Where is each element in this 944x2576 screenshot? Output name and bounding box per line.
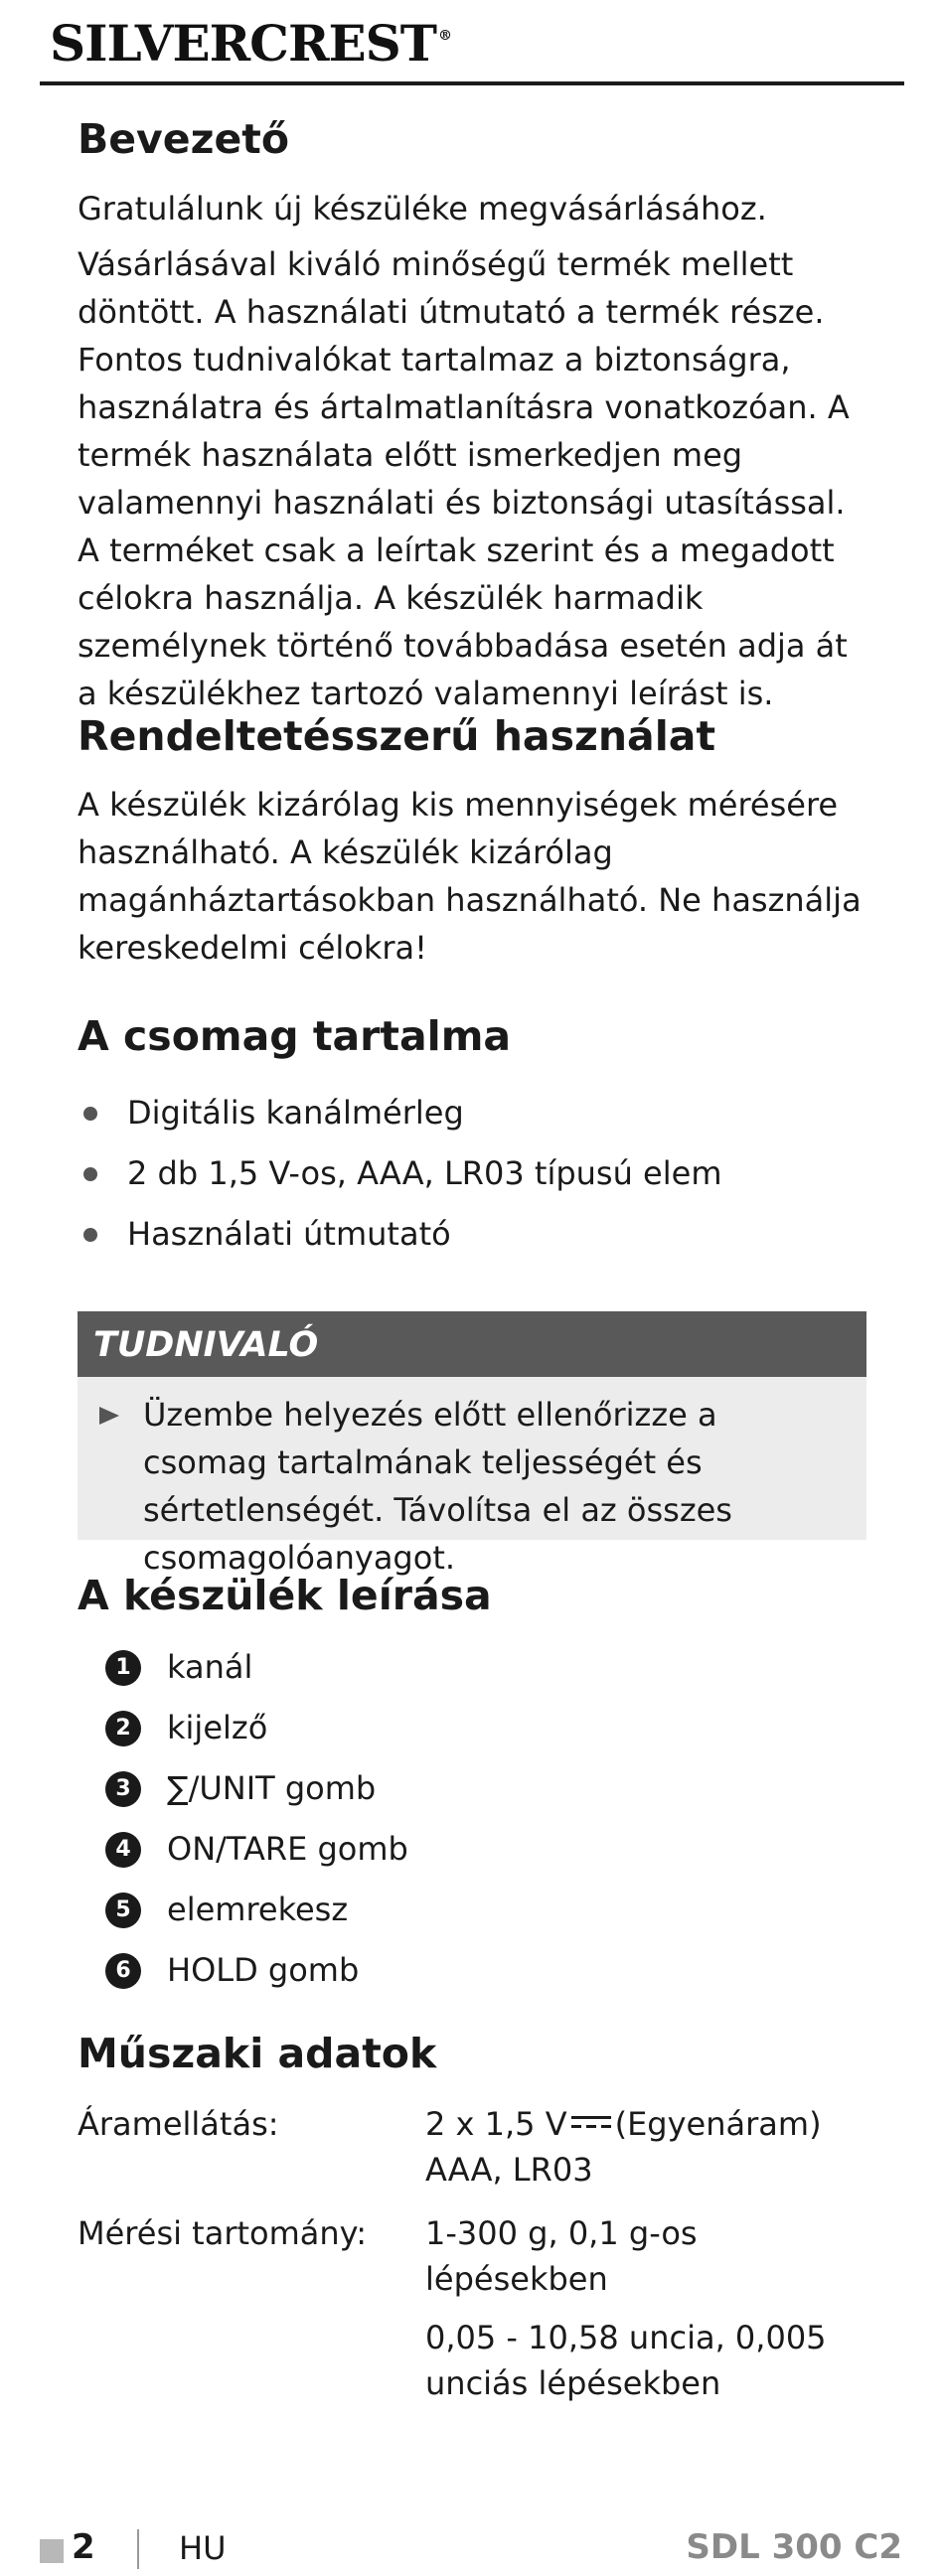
spec-value: 1-300 g, 0,1 g-os lépésekben bbox=[425, 2214, 698, 2298]
number-badge: 5 bbox=[105, 1893, 141, 1928]
number-badge: 6 bbox=[105, 1953, 141, 1989]
bullet-icon bbox=[83, 1228, 97, 1242]
list-item: 5 elemrekesz bbox=[105, 1880, 408, 1940]
note-title: TUDNIVALÓ bbox=[78, 1311, 866, 1377]
number-badge: 2 bbox=[105, 1711, 141, 1746]
arrow-right-icon bbox=[99, 1407, 119, 1425]
spec-value: 0,05 - 10,58 uncia, 0,005 unciás lépésekben bbox=[425, 2319, 827, 2402]
footer-square bbox=[40, 2539, 64, 2563]
list-item: 2 db 1,5 V-os, AAA, LR03 típusú elem bbox=[78, 1143, 872, 1204]
direct-current-icon bbox=[571, 2114, 611, 2130]
list-item: 2 kijelző bbox=[105, 1698, 408, 1758]
registered-mark: ® bbox=[437, 28, 451, 44]
language-code: HU bbox=[179, 2529, 227, 2567]
list-item: 1 kanál bbox=[105, 1637, 408, 1698]
model-number: SDL 300 C2 bbox=[686, 2527, 902, 2567]
description-heading: A készülék leírása bbox=[78, 1572, 492, 1619]
package-list bbox=[78, 1083, 872, 1265]
brand-logo: SILVERCREST ® bbox=[50, 14, 451, 73]
list-item: 4 ON/TARE gomb bbox=[105, 1819, 408, 1880]
spec-label: Mérési tartomány: bbox=[78, 2214, 368, 2252]
parts-list bbox=[105, 1637, 408, 2001]
bullet-icon bbox=[83, 1167, 97, 1181]
number-badge: 4 bbox=[105, 1832, 141, 1868]
list-item: Használati útmutató bbox=[78, 1204, 872, 1265]
spec-value: 2 x 1,5 V (Egyenáram) AAA, LR03 bbox=[425, 2105, 822, 2189]
list-item: 3 ∑/UNIT gomb bbox=[105, 1758, 408, 1819]
spec-label: Áramellátás: bbox=[78, 2105, 279, 2143]
list-item: 6 HOLD gomb bbox=[105, 1940, 408, 2001]
note-text: Üzembe helyezés előtt ellenőrizze a csomag tartalmának teljességét és sértetlenségét. Távolítsa el az összes csomagolóanyagot. bbox=[143, 1396, 732, 1577]
intro-heading: Bevezető bbox=[78, 115, 290, 163]
list-item: Digitális kanálmérleg bbox=[78, 1083, 872, 1143]
intended-use-body: A készülék kizárólag kis mennyiségek mérésére használható. A készülék kizárólag magánháztartásokban használható. Ne használja kereskedelmi célokra! bbox=[78, 786, 862, 967]
technical-heading: Műszaki adatok bbox=[78, 2030, 437, 2077]
note-body bbox=[78, 1377, 866, 1582]
note-box bbox=[78, 1311, 866, 1577]
page-number: 2 bbox=[72, 2527, 95, 2567]
number-badge: 1 bbox=[105, 1650, 141, 1686]
header-rule bbox=[40, 81, 904, 85]
intro-body: Vásárlásával kiváló minőségű termék mellett döntött. A használati útmutató a termék része. Fontos tudnivalókat tartalmaz a biztonságra, használatra és ártalmatlanításra vonatkozóan. A termék használata előtt ismerkedjen meg valamennyi használati és biztonsági utasítással. A terméket csak a leírtak szerint és a megadott célokra használja. A készülék harmadik személynek történő továbbadása esetén adja át a készülékhez tartozó valamennyi leírást is. bbox=[78, 245, 850, 712]
package-heading: A csomag tartalma bbox=[78, 1012, 512, 1060]
bullet-icon bbox=[83, 1107, 97, 1121]
footer-divider bbox=[137, 2529, 139, 2569]
intended-use-heading: Rendeltetésszerű használat bbox=[78, 712, 716, 760]
intro-greeting: Gratulálunk új készüléke megvásárlásához. bbox=[78, 190, 767, 227]
number-badge: 3 bbox=[105, 1771, 141, 1807]
